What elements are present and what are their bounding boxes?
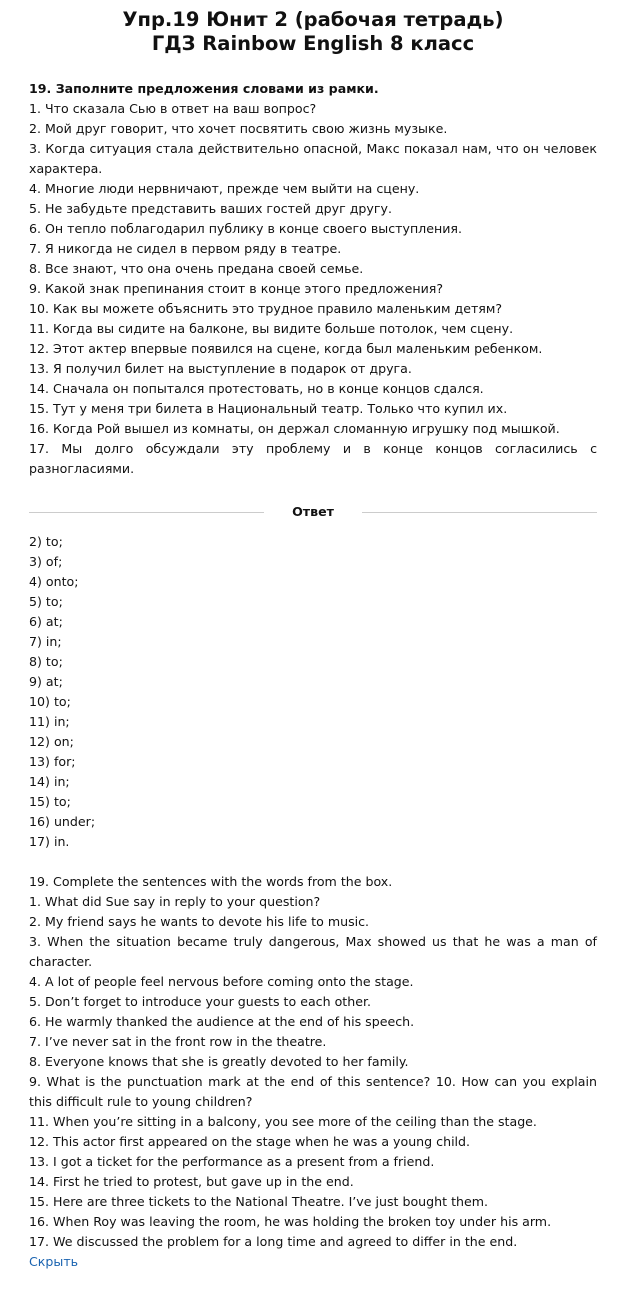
answer-item: 17) in. <box>29 834 70 849</box>
hide-link[interactable]: Скрыть <box>29 1254 79 1269</box>
sentence-en: 3. When the situation became truly dangerous, Max showed us that he was a man of character. <box>29 934 597 969</box>
sentence-en: 17. We discussed the problem for a long time and agreed to differ in the end. <box>29 1234 518 1249</box>
sentence-en: 7. I’ve never sat in the front row in the theatre. <box>29 1034 327 1049</box>
sentence-en: 6. He warmly thanked the audience at the end of his speech. <box>29 1014 415 1029</box>
sentence-en: 1. What did Sue say in reply to your question? <box>29 894 321 909</box>
answer-item: 5) to; <box>29 594 63 609</box>
sentence-ru: 2. Мой друг говорит, что хочет посвятить свою жизнь музыке. <box>29 121 448 136</box>
divider-line-right <box>362 512 597 513</box>
answer-item: 3) of; <box>29 554 63 569</box>
sentence-ru: 16. Когда Рой вышел из комнаты, он держал сломанную игрушку под мышкой. <box>29 421 560 436</box>
answer-item: 12) on; <box>29 734 74 749</box>
sentence-ru: 9. Какой знак препинания стоит в конце этого предложения? <box>29 281 444 296</box>
task-heading-ru: 19. Заполните предложения словами из рамки. <box>29 81 379 96</box>
answer-label: Ответ <box>292 504 334 519</box>
page-title <box>29 8 597 56</box>
sentence-ru: 12. Этот актер впервые появился на сцене, когда был маленьким ребенком. <box>29 341 543 356</box>
sentence-ru: 7. Я никогда не сидел в первом ряду в театре. <box>29 241 342 256</box>
answer-item: 14) in; <box>29 774 70 789</box>
sentence-en: 5. Don’t forget to introduce your guests to each other. <box>29 994 371 1009</box>
task-russian <box>29 79 597 479</box>
answer-item: 15) to; <box>29 794 71 809</box>
answer-item: 4) onto; <box>29 574 79 589</box>
task-lines-ru <box>29 99 597 479</box>
answer-item: 16) under; <box>29 814 96 829</box>
sentence-ru: 17. Мы долго обсуждали эту проблему и в конце концов согласились с разногласиями. <box>29 441 597 476</box>
answer-item: 13) for; <box>29 754 76 769</box>
task-heading-en: 19. Complete the sentences with the words from the box. <box>29 874 393 889</box>
sentence-en: 11. When you’re sitting in a balcony, you see more of the ceiling than the stage. <box>29 1114 537 1129</box>
sentence-ru: 14. Сначала он попытался протестовать, но в конце концов сдался. <box>29 381 484 396</box>
sentence-en: 15. Here are three tickets to the National Theatre. I’ve just bought them. <box>29 1194 489 1209</box>
sentence-ru: 3. Когда ситуация стала действительно опасной, Макс показал нам, что он человек характера. <box>29 141 597 176</box>
task-english <box>29 872 597 1272</box>
sentence-en: 14. First he tried to protest, but gave up in the end. <box>29 1174 354 1189</box>
title-line-2: ГДЗ Rainbow English 8 класс <box>151 32 475 55</box>
answer-item: 8) to; <box>29 654 63 669</box>
answer-item: 11) in; <box>29 714 70 729</box>
answer-divider <box>29 502 597 522</box>
title-line-1: Упр.19 Юнит 2 (рабочая тетрадь) <box>122 8 504 31</box>
answers-list <box>29 532 597 852</box>
answer-item: 6) at; <box>29 614 63 629</box>
sentence-ru: 5. Не забудьте представить ваших гостей друг другу. <box>29 201 392 216</box>
sentence-en: 12. This actor first appeared on the stage when he was a young child. <box>29 1134 471 1149</box>
task-lines-en <box>29 892 597 1252</box>
sentence-ru: 15. Тут у меня три билета в Национальный театр. Только что купил их. <box>29 401 508 416</box>
sentence-ru: 1. Что сказала Сью в ответ на ваш вопрос? <box>29 101 317 116</box>
answer-item: 9) at; <box>29 674 63 689</box>
sentence-ru: 13. Я получил билет на выступление в подарок от друга. <box>29 361 412 376</box>
sentence-ru: 6. Он тепло поблагодарил публику в конце своего выступления. <box>29 221 462 236</box>
answer-item: 7) in; <box>29 634 62 649</box>
sentence-en: 4. A lot of people feel nervous before coming onto the stage. <box>29 974 414 989</box>
sentence-ru: 4. Многие люди нервничают, прежде чем выйти на сцену. <box>29 181 420 196</box>
sentence-en: 9. What is the punctuation mark at the end of this sentence? 10. How can you explain this difficult rule to young children? <box>29 1074 597 1109</box>
sentence-ru: 11. Когда вы сидите на балконе, вы видите больше потолок, чем сцену. <box>29 321 514 336</box>
sentence-ru: 8. Все знают, что она очень предана своей семье. <box>29 261 364 276</box>
sentence-ru: 10. Как вы можете объяснить это трудное правило маленьким детям? <box>29 301 503 316</box>
divider-line-left <box>29 512 264 513</box>
sentence-en: 13. I got a ticket for the performance as a present from a friend. <box>29 1154 435 1169</box>
answer-item: 2) to; <box>29 534 63 549</box>
answer-item: 10) to; <box>29 694 71 709</box>
sentence-en: 8. Everyone knows that she is greatly devoted to her family. <box>29 1054 409 1069</box>
sentence-en: 2. My friend says he wants to devote his life to music. <box>29 914 370 929</box>
sentence-en: 16. When Roy was leaving the room, he was holding the broken toy under his arm. <box>29 1214 552 1229</box>
